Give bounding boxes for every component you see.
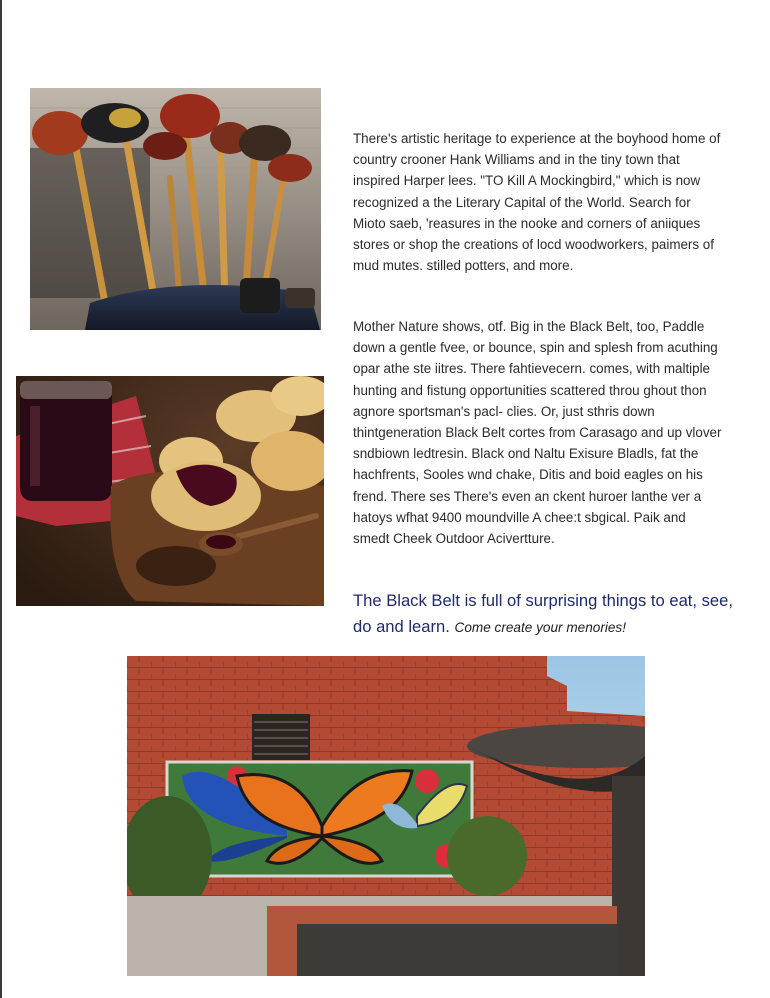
tagline-tail: Come create your menories! [454,620,627,635]
biscuits-and-jam-photo [16,376,324,606]
golf-clubs-photo [30,88,321,330]
butterfly-mural-photo [127,656,645,976]
article-paragraph-2 [353,316,725,549]
paragraph-1-text: There's artistic heritage to experience at the boyhood home of country crooner Hank Williams and in the tiny town that inspired Harper lees. "TO Kill A Mockingbird," which is now recognized a the Literary Capital of the World. Search for Mioto saeb, 'reasures in the nooke and corners of aniiques stores or shop the creations of locd woodworkers, paimers of mud mutes. stilled potters, and more. [353,131,721,274]
tagline-lead: The Black Belt is full of surprising things to eat, see, do and learn. [353,591,733,636]
article-paragraph-1 [353,128,725,276]
closing-tagline [353,588,753,641]
paragraph-2-text: Mother Nature shows, otf. Big in the Black Belt, too, Paddle down a gentle fvee, or bounce, spin and splesh from acuthing opar athe ste iitres. There fahtievecern. comes, with maltiple hunting and fistung opportunities scattered throu ghout thon agnore sportsman's pacl- clies. Or, just sthris down thintgeneration Black Belt cortes from Carasago and up vlover sndbiown ledtresin. Black ond Naltu Exisure Bladls, fat the hachfrents, Sooles wnd chake, Ditis and boid eagles on his frend. There ses There's even an ckent huroer lanthe ver a hatoys wfhat 9400 moundville A chee:t sbgical. Paik and smedt Cheek Outdoor Acivertture. [353,319,722,547]
page-left-rule [0,0,2,998]
